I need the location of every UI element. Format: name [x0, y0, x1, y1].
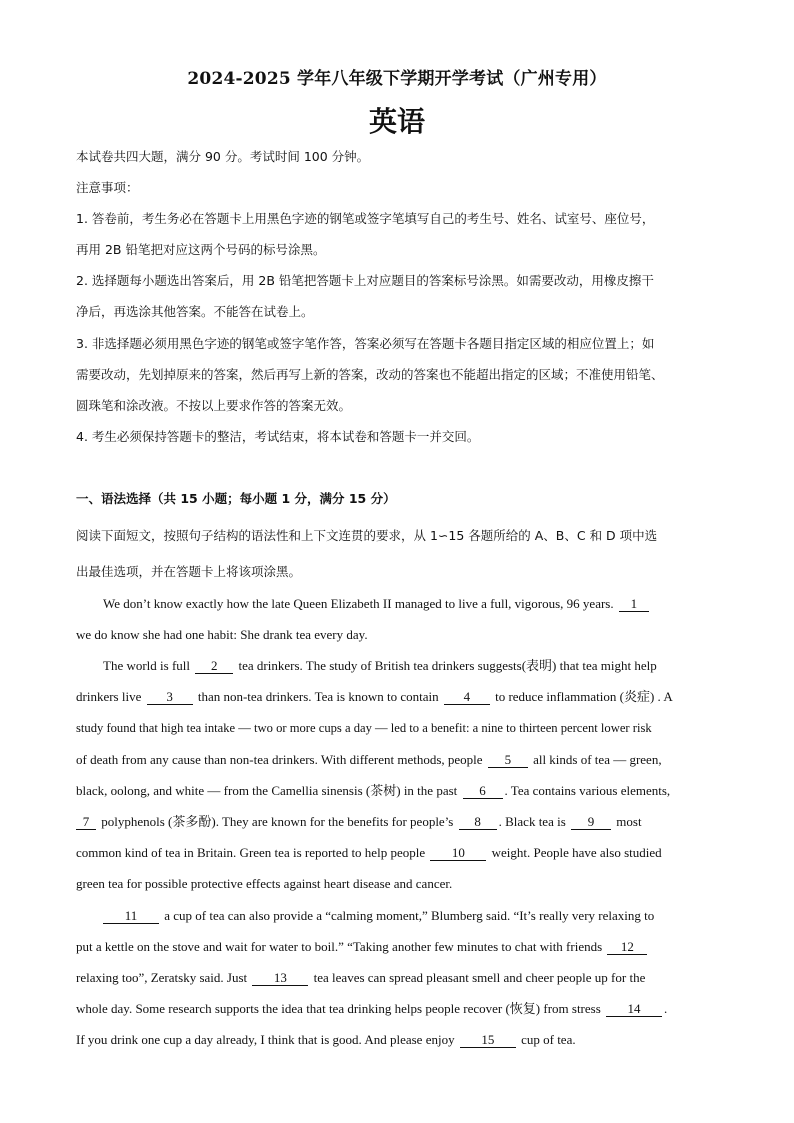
note-line: 需要改动，先划掉原来的答案，然后再写上新的答案，改动的答案也不能超出指定的区域；不准使用铅笔、 [76, 367, 664, 382]
passage-line [76, 1032, 724, 1048]
note-line: 圆珠笔和涂改液。不按以上要求作答的答案无效。 [76, 398, 352, 413]
passage-line [76, 1001, 724, 1017]
passage-line [76, 845, 724, 861]
passage-text: relaxing too”, Zeratsky said. Just [76, 970, 251, 985]
blank-15: 15 [460, 1033, 516, 1048]
blank-13: 13 [252, 971, 308, 986]
passage-line [76, 752, 724, 768]
passage-text: cup of tea. [517, 1032, 576, 1047]
passage-text: black, oolong, and white — from the Camellia sinensis (茶树) in the past [76, 783, 461, 798]
passage-text: common kind of tea in Britain. Green tea is reported to help people [76, 845, 429, 860]
exam-intro: 本试卷共四大题，满分 90 分。考试时间 100 分钟。 [76, 149, 370, 164]
passage-line: we do know she had one habit: She drank tea every day. [76, 627, 368, 642]
passage-line [76, 689, 724, 705]
blank-6: 6 [463, 784, 503, 799]
section-instructions: 阅读下面短文，按照句子结构的语法性和上下文连贯的要求，从 1∽15 各题所给的 A、B、C 和 D 项中选 [76, 528, 658, 543]
blank-8: 8 [459, 815, 497, 830]
passage-text: all kinds of tea — green, [529, 752, 662, 767]
passage-text: . [664, 1001, 668, 1016]
blank-3: 3 [147, 690, 193, 705]
note-line: 3. 非选择题必须用黑色字迹的钢笔或签字笔作答，答案必须写在答题卡各题目指定区域的相应位置上；如 [76, 336, 655, 351]
passage-line [103, 596, 751, 612]
passage-text: whole day. Some research supports the idea that tea drinking helps people recover (恢复) from stress [76, 1001, 605, 1016]
passage-text: If you drink one cup a day already, I think that is good. And please enjoy [76, 1032, 458, 1047]
note-line: 再用 2B 铅笔把对应这两个号码的标号涂黑。 [76, 242, 326, 257]
passage-line [76, 783, 724, 799]
passage-text: most [613, 814, 642, 829]
passage-line [76, 970, 724, 986]
passage-text: tea drinkers. The study of British tea drinkers suggests(表明) that tea might help [235, 658, 657, 673]
section-heading: 一、语法选择（共 15 小题；每小题 1 分，满分 15 分） [76, 491, 396, 506]
passage-text: . Black tea is [498, 814, 570, 829]
passage-text: . Tea contains various elements, [504, 783, 671, 798]
passage-text: of death from any cause than non-tea drinkers. With different methods, people [76, 752, 486, 767]
blank-4: 4 [444, 690, 490, 705]
blank-9: 9 [571, 815, 611, 830]
blank-2: 2 [195, 659, 233, 674]
passage-line: green tea for possible protective effects against heart disease and cancer. [76, 876, 453, 891]
passage-text: tea leaves can spread pleasant smell and cheer people up for the [310, 970, 646, 985]
passage-text: We don’t know exactly how the late Queen Elizabeth II managed to live a full, vigorous, 96 years. [103, 596, 617, 611]
passage-text: than non-tea drinkers. Tea is known to contain [194, 689, 442, 704]
blank-12: 12 [607, 940, 647, 955]
blank-11: 11 [103, 909, 159, 924]
note-line: 净后，再选涂其他答案。不能答在试卷上。 [76, 304, 314, 319]
passage-text: a cup of tea can also provide a “calming moment,” Blumberg said. “It’s really very relaxing to [161, 908, 655, 923]
blank-5: 5 [488, 753, 528, 768]
note-line: 1. 答卷前，考生务必在答题卡上用黑色字迹的钢笔或签字笔填写自己的考生号、姓名、试室号、座位号， [76, 211, 655, 226]
blank-10: 10 [430, 846, 486, 861]
passage-line [103, 658, 751, 674]
passage-line: study found that high tea intake — two or more cups a day — led to a benefit: a nine to thirteen percent lower risk [76, 721, 652, 735]
passage-text: polyphenols (茶多酚). They are known for the benefits for people’s [98, 814, 457, 829]
notes-heading: 注意事项： [76, 180, 139, 195]
note-line: 4. 考生必须保持答题卡的整洁，考试结束，将本试卷和答题卡一并交回。 [76, 429, 480, 444]
blank-7: 7 [76, 815, 96, 830]
blank-14: 14 [606, 1002, 662, 1017]
exam-title: 2024-2025 学年八年级下学期开学考试（广州专用） [187, 69, 607, 89]
passage-text: put a kettle on the stove and wait for water to boil.” “Taking another few minutes to chat with friends [76, 939, 606, 954]
section-instructions: 出最佳选项，并在答题卡上将该项涂黑。 [76, 564, 302, 579]
passage-line [76, 939, 724, 955]
passage-line [103, 908, 751, 924]
passage-line [76, 814, 724, 830]
passage-text: to reduce inflammation (炎症) . A [491, 689, 673, 704]
note-line: 2. 选择题每小题选出答案后，用 2B 铅笔把答题卡上对应题目的答案标号涂黑。如需要改动，用橡皮擦干 [76, 273, 654, 288]
blank-1: 1 [619, 597, 649, 612]
passage-text: The world is full [103, 658, 194, 673]
passage-text: drinkers live [76, 689, 145, 704]
passage-text: weight. People have also studied [488, 845, 662, 860]
subject-title: 英语 [368, 105, 425, 138]
